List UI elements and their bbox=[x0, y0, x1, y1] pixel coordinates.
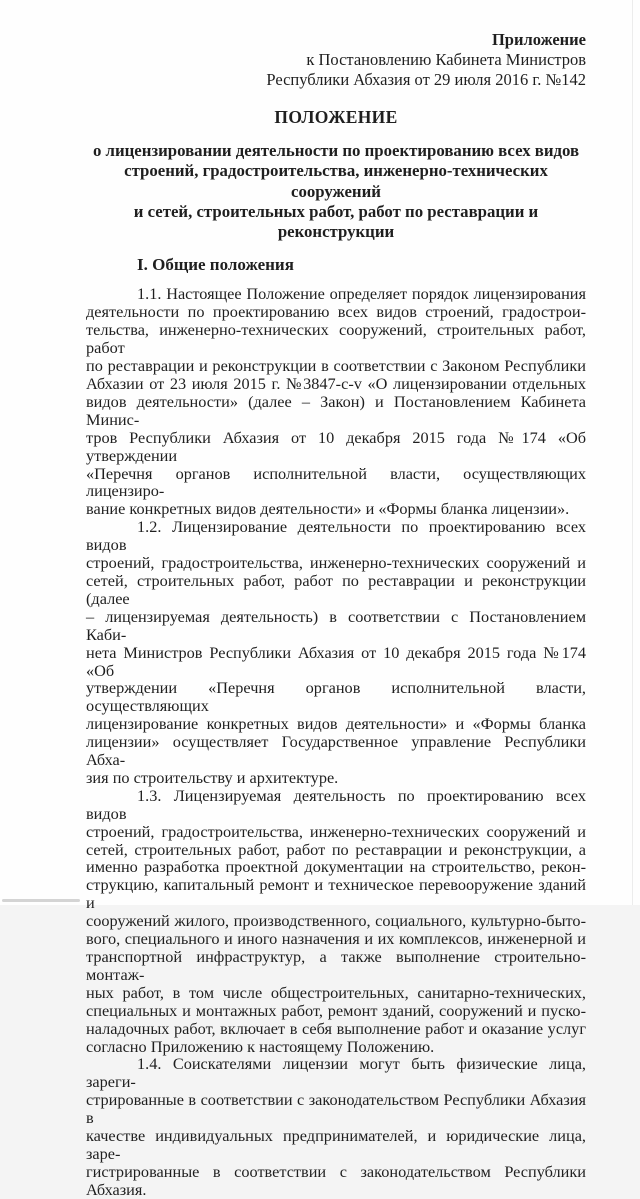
scan-edge-artifact bbox=[632, 0, 633, 905]
paragraph-line: тельства, инженерно-технических сооружений, строительных работ, работ bbox=[86, 320, 586, 358]
document-subtitle bbox=[86, 141, 586, 242]
paragraph-line: тров Республики Абхазия от 10 декабря 2015 года №174 «Об утверждении bbox=[86, 427, 586, 465]
paragraph-line: наладочных работ, включает в себя выполнение работ и оказание услуг bbox=[86, 1018, 586, 1038]
subtitle-line: о лицензировании деятельности по проектированию всех видов bbox=[92, 141, 580, 160]
appendix-header bbox=[86, 30, 586, 90]
scan-smudge-artifact bbox=[2, 899, 80, 902]
paragraph-1-1 bbox=[86, 285, 586, 518]
paragraph-1-2 bbox=[86, 518, 586, 787]
appendix-label: Приложение bbox=[491, 30, 586, 49]
section-heading-general-provisions: I. Общие положения bbox=[137, 255, 294, 275]
paragraph-line: качестве индивидуальных предпринимателей, и юридические лица, заре- bbox=[86, 1126, 586, 1163]
paragraph-line: зия по строительству и архитектуре. bbox=[86, 767, 339, 787]
subtitle-line: и сетей, строительных работ, работ по реставрации и реконструкции bbox=[133, 201, 539, 242]
paragraph-line: – лицензируемая деятельность) в соответствии с Постановлением Каби- bbox=[86, 606, 586, 644]
paragraph-line: струкцию, капитальный ремонт и техническое перевооружение зданий и bbox=[86, 875, 586, 913]
paragraph-line: строений, градостроительства, инженерно-технических сооружений и bbox=[86, 821, 586, 841]
paragraph-line: сооружений жилого, производственного, социального, культурно-быто- bbox=[86, 911, 586, 931]
paragraph-line: по реставрации и реконструкции в соответствии с Законом Республики bbox=[86, 356, 586, 376]
paragraph-1-3 bbox=[86, 787, 586, 1056]
section-body bbox=[86, 285, 586, 1198]
paragraph-line: именно разработка проектной документации на строительство, рекон- bbox=[86, 857, 586, 877]
paragraph-line: лицензирование конкретных видов деятельности» и «Формы бланка bbox=[86, 714, 586, 734]
paragraph-line: сетей, строительных работ, работ по реставрации и реконструкции (далее bbox=[86, 570, 586, 608]
paragraph-line: утверждении «Перечня органов исполнительной власти, осуществляющих bbox=[86, 678, 586, 716]
paragraph-line: строений, градостроительства, инженерно-технических сооружений и bbox=[86, 553, 586, 573]
paragraph-line: 1.2. Лицензирование деятельности по проектированию всех видов bbox=[86, 517, 586, 555]
document-title: ПОЛОЖЕНИЕ bbox=[274, 107, 398, 127]
paragraph-line: гистрированные в соответствии с законодательством Республики Абхазия. bbox=[86, 1161, 586, 1199]
paragraph-line: 1.4. Соискателями лицензии могут быть физические лица, зареги- bbox=[86, 1054, 586, 1092]
paragraph-line: сетей, строительных работ, работ по реставрации и реконструкции, а bbox=[86, 839, 586, 859]
subtitle-line: строений, градостроительства, инженерно-технических сооружений bbox=[124, 161, 548, 201]
paragraph-line: Абхазии от 23 июля 2015 г. №3847-с-v «О лицензировании отдельных bbox=[86, 374, 586, 394]
paragraph-line: согласно Приложению к настоящему Положению. bbox=[86, 1036, 435, 1056]
paragraph-line: ных работ, в том числе общестроительных, санитарно-технических, bbox=[86, 982, 586, 1002]
appendix-reference-line: к Постановлению Кабинета Министров bbox=[306, 50, 586, 69]
paragraph-line: 1.1. Настоящее Положение определяет порядок лицензирования bbox=[137, 284, 586, 304]
paragraph-line: деятельности по проектированию всех видов строений, градострои- bbox=[86, 302, 586, 322]
paragraph-line: лицензии» осуществляет Государственное управление Республики Абха- bbox=[86, 732, 586, 770]
paragraph-line: вого, специального и иного назначения и их комплексов, инженерной и bbox=[86, 929, 586, 949]
paragraph-line: стрированные в соответствии с законодательством Республики Абхазия в bbox=[86, 1090, 586, 1128]
paragraph-line: видов деятельности» (далее – Закон) и Постановлением Кабинета Минис- bbox=[86, 391, 586, 429]
paragraph-1-4 bbox=[86, 1055, 586, 1198]
paragraph-line: «Перечня органов исполнительной власти, осуществляющих лицензиро- bbox=[86, 463, 586, 501]
paragraph-line: нета Министров Республики Абхазия от 10 декабря 2015 года №174 «Об bbox=[86, 642, 586, 680]
document-content bbox=[86, 30, 586, 1199]
appendix-reference-date: Республики Абхазия от 29 июля 2016 г. №142 bbox=[266, 70, 586, 89]
paragraph-line: транспортной инфраструктур, а также выполнение строительно-монтаж- bbox=[86, 947, 586, 984]
paragraph-line: специальных и монтажных работ, ремонт зданий, сооружений и пуско- bbox=[86, 1000, 586, 1020]
paragraph-line: вание конкретных видов деятельности» и «Формы бланка лицензии». bbox=[86, 499, 570, 519]
paragraph-line: 1.3. Лицензируемая деятельность по проектированию всех видов bbox=[86, 785, 586, 823]
